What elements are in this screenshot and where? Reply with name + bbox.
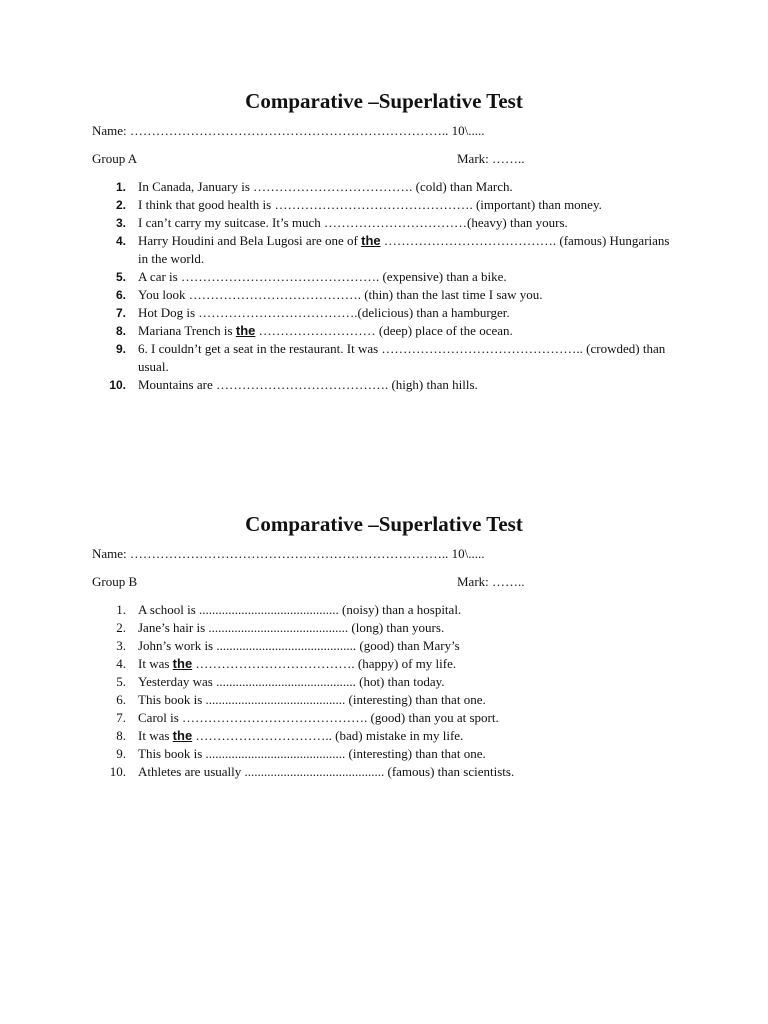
mark-line: Mark: …….. bbox=[457, 574, 525, 589]
question-text: John’s work is ........................................... (good) than Mary’s bbox=[138, 638, 460, 653]
question-number: 8. bbox=[115, 324, 126, 338]
question-text: Athletes are usually ........................................... (famous) than scientists. bbox=[138, 764, 515, 779]
question-item bbox=[0, 376, 768, 394]
question-item bbox=[0, 304, 768, 322]
question-text: You look …………………………………. (thin) than the last time I saw you. bbox=[138, 287, 543, 302]
question-item bbox=[0, 727, 768, 745]
question-text: It was bbox=[138, 656, 173, 671]
question-text: 6. I couldn’t get a seat in the restaurant. It was ……………………………………….. (crowded) than usual. bbox=[138, 341, 666, 374]
question-number: 10. bbox=[109, 764, 126, 779]
question-number: 2. bbox=[115, 198, 126, 212]
question-text: In Canada, January is ………………………………. (cold) than March. bbox=[138, 179, 513, 194]
question-item bbox=[0, 340, 768, 376]
question-item bbox=[0, 673, 768, 691]
question-number: 3. bbox=[116, 638, 126, 653]
question-number: 2. bbox=[116, 620, 126, 635]
question-number: 4. bbox=[115, 234, 126, 248]
question-text-rest: ………………………….. (bad) mistake in my life. bbox=[192, 728, 464, 743]
question-item bbox=[0, 214, 768, 232]
group-label: Group B bbox=[92, 574, 138, 589]
question-item bbox=[0, 637, 768, 655]
question-text: A car is ………………………………………. (expensive) than a bike. bbox=[138, 269, 507, 284]
question-text: Carol is ……………………………………. (good) than you at sport. bbox=[138, 710, 499, 725]
test-title: Comparative –Superlative Test bbox=[245, 89, 523, 113]
group-label: Group A bbox=[92, 151, 138, 166]
superlative-the: the bbox=[172, 728, 193, 743]
test-title: Comparative –Superlative Test bbox=[245, 512, 523, 536]
question-text: It was bbox=[138, 728, 173, 743]
question-number: 10. bbox=[109, 378, 126, 392]
question-number: 9. bbox=[115, 342, 126, 356]
question-text: Hot Dog is ……………………………….(delicious) than a hamburger. bbox=[138, 305, 510, 320]
question-item bbox=[0, 232, 768, 268]
superlative-the: the bbox=[172, 656, 193, 671]
section-group-a bbox=[0, 86, 768, 392]
mark-line: Mark: …….. bbox=[457, 151, 525, 166]
question-list bbox=[0, 601, 768, 781]
question-text-rest: ………………………………. (happy) of my life. bbox=[192, 656, 457, 671]
superlative-the: the bbox=[361, 233, 381, 248]
question-number: 3. bbox=[115, 216, 126, 230]
question-number: 6. bbox=[115, 288, 126, 302]
question-item bbox=[0, 691, 768, 709]
section-group-b bbox=[0, 509, 768, 779]
question-text: Harry Houdini and Bela Lugosi are one of bbox=[138, 233, 362, 248]
question-text: This book is ........................................... (interesting) than that one. bbox=[138, 692, 486, 707]
question-list bbox=[0, 178, 768, 394]
question-text: Mountains are …………………………………. (high) than hills. bbox=[138, 377, 478, 392]
question-number: 8. bbox=[116, 728, 126, 743]
question-number: 1. bbox=[116, 602, 126, 617]
question-item bbox=[0, 763, 768, 781]
question-number: 1. bbox=[115, 180, 126, 194]
question-text: This book is ........................................... (interesting) than that one. bbox=[138, 746, 486, 761]
question-item bbox=[0, 196, 768, 214]
question-text: A school is ........................................... (noisy) than a hospital. bbox=[138, 602, 462, 617]
question-number: 4. bbox=[116, 656, 126, 671]
question-text-rest: …………………………………. (famous) Hungarians in the world. bbox=[138, 233, 670, 266]
superlative-the: the bbox=[235, 323, 256, 338]
question-item bbox=[0, 268, 768, 286]
question-item bbox=[0, 178, 768, 196]
question-number: 7. bbox=[116, 710, 126, 725]
question-item bbox=[0, 745, 768, 763]
question-item bbox=[0, 286, 768, 304]
name-line: Name: ……………………………………………………………….. 10\..... bbox=[92, 546, 485, 561]
question-number: 6. bbox=[116, 692, 126, 707]
question-item bbox=[0, 619, 768, 637]
question-text: I can’t carry my suitcase. It’s much ……………………………(heavy) than yours. bbox=[138, 215, 568, 230]
question-text: Jane’s hair is ........................................... (long) than yours. bbox=[138, 620, 445, 635]
question-text-rest: ……………………… (deep) place of the ocean. bbox=[255, 323, 513, 338]
question-number: 5. bbox=[116, 674, 126, 689]
name-line: Name: ……………………………………………………………….. 10\..... bbox=[92, 123, 485, 138]
question-number: 9. bbox=[116, 746, 126, 761]
question-number: 7. bbox=[115, 306, 126, 320]
question-text: Mariana Trench is bbox=[138, 323, 236, 338]
question-item bbox=[0, 601, 768, 619]
question-item bbox=[0, 655, 768, 673]
question-number: 5. bbox=[115, 270, 126, 284]
question-text: Yesterday was ........................................... (hot) than today. bbox=[138, 674, 445, 689]
question-item bbox=[0, 709, 768, 727]
question-item bbox=[0, 322, 768, 340]
question-text: I think that good health is ………………………………………. (important) than money. bbox=[138, 197, 602, 212]
